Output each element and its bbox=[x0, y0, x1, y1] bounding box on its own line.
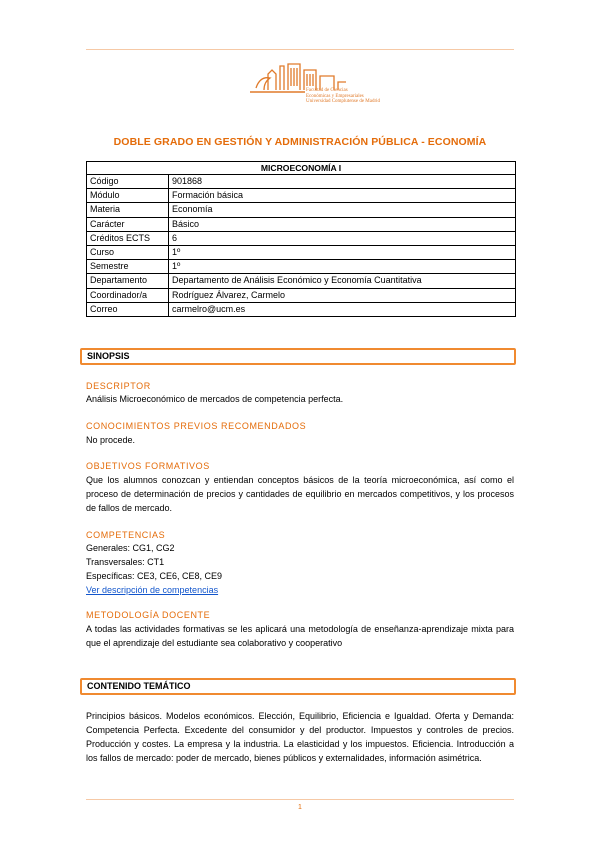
table-row: Coordinador/a Rodríguez Álvarez, Carmelo bbox=[87, 288, 516, 302]
table-row: Semestre 1º bbox=[87, 260, 516, 274]
page-number: 1 bbox=[298, 804, 302, 811]
table-row: Carácter Básico bbox=[87, 217, 516, 231]
conocimientos-text: No procede. bbox=[86, 435, 136, 445]
footer-rule bbox=[86, 799, 514, 800]
table-row: Correo carmelro@ucm.es bbox=[87, 302, 516, 316]
contenido-text: Principios básicos. Modelos económicos. Elección, Equilibrio, Eficiencia e Igualdad. Oferta y Demanda: Competencia Perfecta. Excedente del consumidor y del productor. Impuestos y controles de precios. Producción y costes. La empresa y la industria. La elasticidad y los impuestos. Eficiencia. Introducción a los fallos de mercado: poder de mercado, bienes públicos y externalidades, información asimétrica. bbox=[86, 711, 514, 763]
objetivos-text: Que los alumnos conozcan y entiendan conceptos básicos de la teoría microeconómica, así como el proceso de determinación de precios y cantidades de equilibrio en mercados competitivos, y los procesos de fallos de mercado. bbox=[86, 475, 514, 513]
competencias-transversales: Transversales: CT1 bbox=[86, 557, 165, 567]
header-rule bbox=[86, 49, 514, 50]
metodologia-text: A todas las actividades formativas se les aplicará una metodología de enseñanza-aprendizaje mixta para que el aprendizaje del estudiante sea colaborativo y cooperativo bbox=[86, 624, 514, 648]
competencias-generales: Generales: CG1, CG2 bbox=[86, 543, 175, 553]
page-title: DOBLE GRADO EN GESTIÓN Y ADMINISTRACIÓN PÚBLICA - ECONOMÍA bbox=[113, 136, 487, 148]
course-info-table bbox=[86, 161, 516, 317]
competencias-especificas: Específicas: CE3, CE6, CE8, CE9 bbox=[86, 571, 223, 581]
table-row: Departamento Departamento de Análisis Económico y Economía Cuantitativa bbox=[87, 274, 516, 288]
descriptor-label: DESCRIPTOR bbox=[86, 381, 151, 391]
table-row: Módulo Formación básica bbox=[87, 189, 516, 203]
competencias-label: COMPETENCIAS bbox=[86, 530, 166, 540]
table-row: Código 901868 bbox=[87, 175, 516, 189]
contenido-section-header: CONTENIDO TEMÁTICO bbox=[80, 678, 516, 695]
metodologia-label: METODOLOGÍA DOCENTE bbox=[86, 610, 211, 620]
logo-caption: Facultad de Ciencias Económicas y Empresariales Universidad Complutense de Madrid bbox=[306, 88, 381, 104]
table-row: Materia Economía bbox=[87, 203, 516, 217]
table-row: Curso 1º bbox=[87, 245, 516, 259]
competencias-link[interactable]: Ver descripción de competencias bbox=[86, 585, 219, 595]
table-row: Créditos ECTS 6 bbox=[87, 231, 516, 245]
sinopsis-section-header: SINOPSIS bbox=[80, 348, 516, 365]
descriptor-text: Análisis Microeconómico de mercados de competencia perfecta. bbox=[86, 394, 344, 404]
conocimientos-label: CONOCIMIENTOS PREVIOS RECOMENDADOS bbox=[86, 421, 307, 431]
course-name: MICROECONOMÍA I bbox=[87, 162, 516, 175]
objetivos-label: OBJETIVOS FORMATIVOS bbox=[86, 461, 210, 471]
